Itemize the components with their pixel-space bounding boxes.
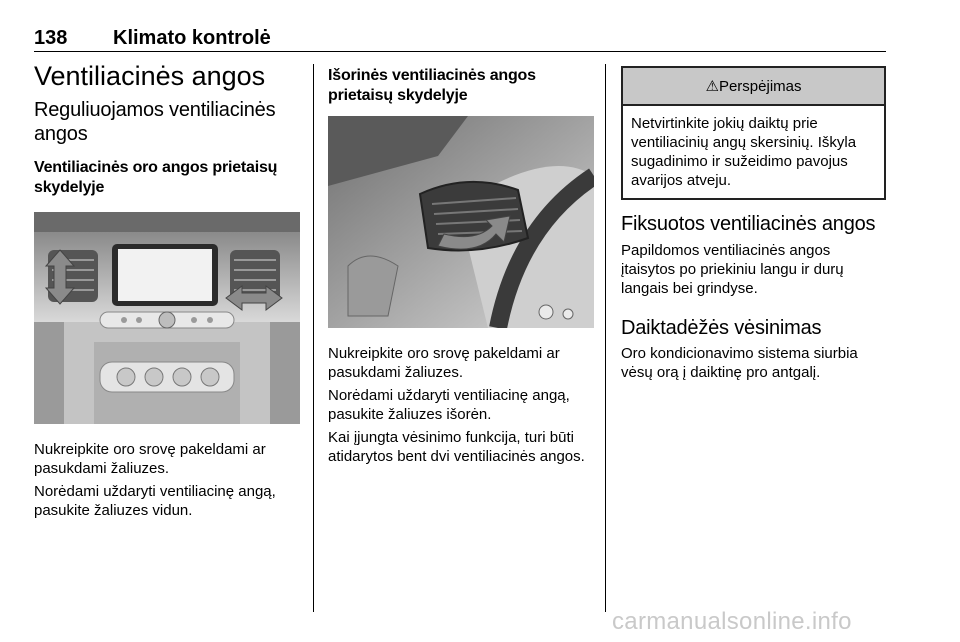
body-paragraph: Papildomos ventiliacinės angos įtaisytos po priekiniu langu ir durų langais bei grindyse. bbox=[621, 242, 844, 297]
column-1 bbox=[34, 60, 300, 520]
warning-title: Perspėjimas bbox=[718, 77, 802, 95]
section-title: Fiksuotos ventiliacinės angos bbox=[621, 213, 876, 235]
column-divider bbox=[313, 64, 314, 612]
side-vent-illustration bbox=[328, 116, 594, 328]
chapter-title: Klimato kontrolė bbox=[113, 27, 271, 49]
body-paragraph: Nukreipkite oro srovę pakeldami ar pasukdami žaliuzes. bbox=[34, 441, 266, 477]
column-3 bbox=[621, 66, 886, 382]
subsubsection-title: Ventiliacinės oro angos prietaisų skydelyje bbox=[34, 159, 278, 196]
dashboard-vents-illustration bbox=[34, 212, 300, 424]
watermark-text: carmanualsonline.info bbox=[612, 608, 852, 635]
subsection-title: Reguliuojamos ventiliacinės angos bbox=[34, 99, 276, 145]
body-paragraph: Kai įjungta vėsinimo funkcija, turi būti atidarytos bent dvi ventiliacinės angos. bbox=[328, 429, 585, 465]
warning-header bbox=[623, 68, 884, 106]
page-number: 138 bbox=[34, 27, 68, 49]
body-paragraph: Norėdami uždaryti ventiliacinę angą, pasukite žaliuzes išorėn. bbox=[328, 387, 570, 423]
warning-text: Netvirtinkite jokių daiktų prie ventiliacinių angų skersinių. Iškyla sugadinimo ir sužeidimo pavojus avarijos atveju. bbox=[631, 115, 857, 189]
section-title: Ventiliacinės angos bbox=[34, 61, 266, 91]
header-rule bbox=[34, 51, 886, 52]
subsubsection-title: Išorinės ventiliacinės angos prietaisų skydelyje bbox=[328, 67, 536, 104]
warning-box bbox=[621, 66, 886, 200]
body-paragraph: Nukreipkite oro srovę pakeldami ar pasukdami žaliuzes. bbox=[328, 345, 560, 381]
body-paragraph: Oro kondicionavimo sistema siurbia vėsų orą į daiktinę pro antgalį. bbox=[621, 345, 858, 381]
warning-icon: ⚠ bbox=[705, 78, 719, 95]
section-title: Daiktadėžės vėsinimas bbox=[621, 317, 822, 339]
body-paragraph: Norėdami uždaryti ventiliacinę angą, pasukite žaliuzes vidun. bbox=[34, 483, 276, 519]
column-2 bbox=[328, 66, 594, 466]
column-divider bbox=[605, 64, 606, 612]
